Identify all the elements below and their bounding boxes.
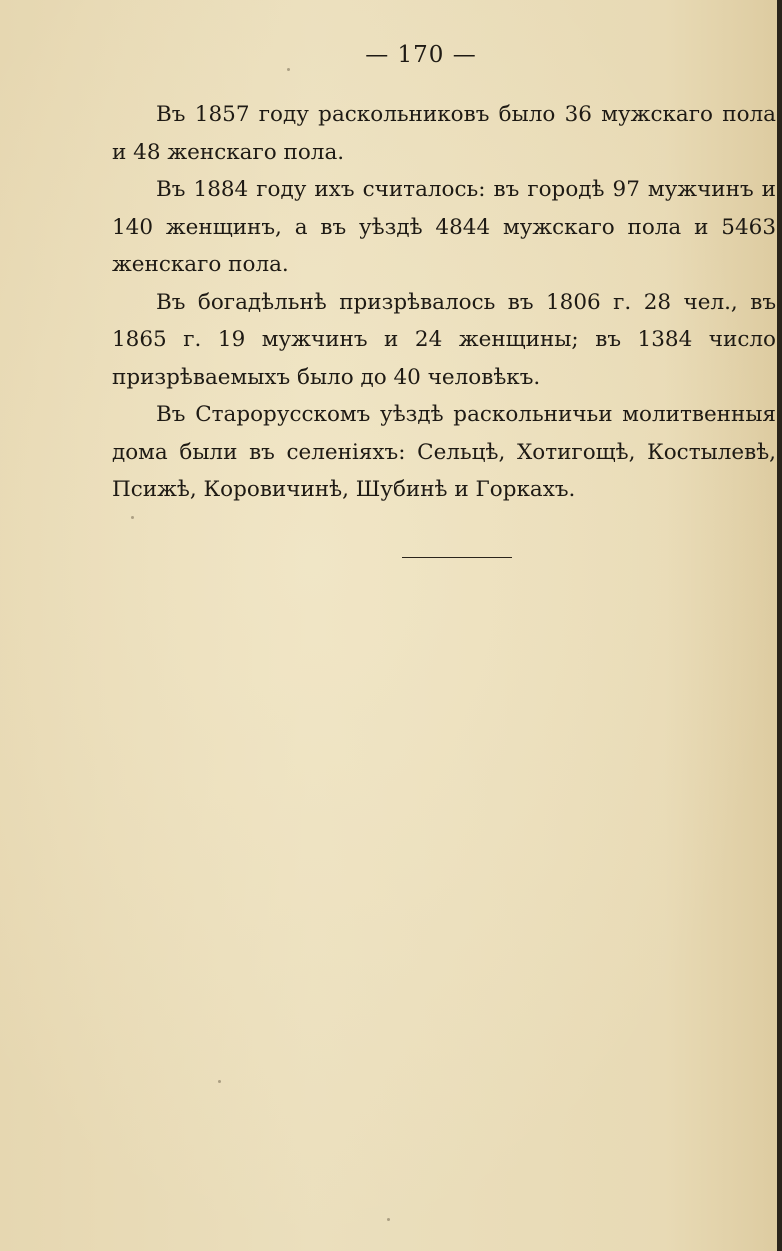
- binding-edge: [777, 0, 782, 1251]
- paper-speck: [218, 1080, 221, 1083]
- page-number: — 170 —: [365, 42, 477, 68]
- paper-speck: [287, 68, 290, 71]
- paper-speck: [131, 516, 134, 519]
- paper-speck: [387, 1218, 390, 1221]
- paragraph-2: Въ 1884 году ихъ считалось: въ городѣ 97 мужчинъ и 140 женщинъ, а въ уѣздѣ 4844 мужскаго пола и 5463 женскаго пола.: [112, 177, 776, 277]
- paragraph-1: Въ 1857 году раскольниковъ было 36 мужскаго пола и 48 женскаго пола.: [112, 102, 776, 165]
- paragraph-3: Въ богадѣльнѣ призрѣвалось въ 1806 г. 28 чел., въ 1865 г. 19 мужчинъ и 24 женщины; въ 1384 число призрѣваемыхъ было до 40 человѣкъ.: [112, 289, 776, 390]
- body-text: [112, 96, 776, 509]
- paragraph-4: Въ Старорусскомъ уѣздѣ раскольничьи молитвенныя дома были въ селеніяхъ: Сельцѣ, Хотигощѣ, Костылевѣ, Псижѣ, Коровичинѣ, Шубинѣ и Горкахъ.: [112, 402, 776, 502]
- section-divider: [402, 557, 512, 558]
